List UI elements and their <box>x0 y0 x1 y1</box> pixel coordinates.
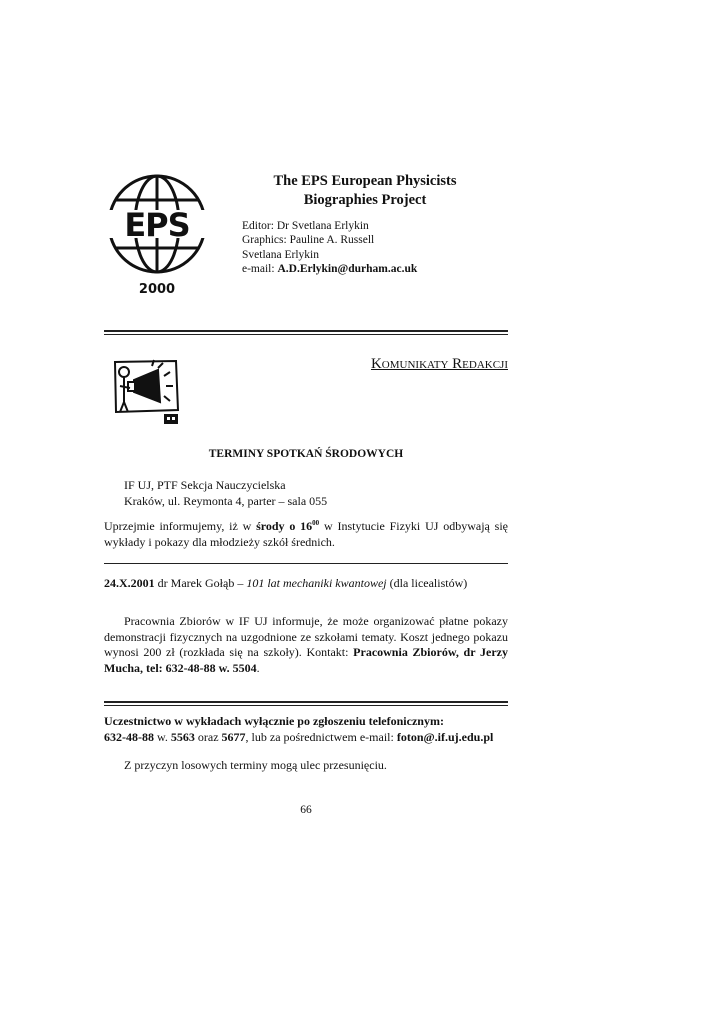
project-title-line1: The EPS European Physicists <box>273 173 457 189</box>
participation-block <box>104 714 508 745</box>
lecture-audience: (dla licealistów) <box>386 576 468 590</box>
divider-top <box>104 330 508 332</box>
divider-bottom <box>104 701 508 703</box>
email-line <box>242 262 417 276</box>
meeting-time: środy o $16^{00}$ <box>256 519 320 533</box>
collection-contact: Pracownia Zbiorów, dr Jerzy Mucha, tel: 632-48-88 w. 5504 <box>104 645 508 675</box>
participation-note: Uczestnictwo w wykładach wyłącznie po zgłoszeniu telefonicznym: <box>104 714 444 728</box>
editor-block <box>242 219 417 277</box>
project-title <box>215 172 515 210</box>
collection-paragraph: Pracownia Zbiorów w IF UJ informuje, że może organizować płatne pokazy demonstracji fizycznych na uzgodnione ze szkołami tematy. Koszt jednego pokazu wynosi 200 zł (rozkłada się na szkoły). Kontakt: Pracownia Zbiorów, dr Jerzy Mucha, tel: 632-48-88 w. 5504. <box>104 614 508 675</box>
lecture-title: 101 lat mechaniki kwantowej <box>246 576 387 590</box>
lecture-date: 24.X.2001 <box>104 576 155 590</box>
page-number: 66 <box>300 804 312 816</box>
eps-logo <box>103 172 211 298</box>
foton-email-link[interactable]: foton@.if.uj.edu.pl <box>396 729 494 744</box>
editor-email-link[interactable]: A.D.Erlykin@durham.ac.uk <box>277 263 418 276</box>
project-title-line2: Biographies Project <box>303 192 427 208</box>
lecture-entry <box>104 576 508 592</box>
meetings-intro: Uprzejmie informujemy, iż w środy o $16^{00}$ w Instytucie Fizyki UJ odbywają się wykłady i pokazy dla młodzieży szkół średnich. <box>104 519 509 549</box>
editor-line: Editor: Dr Svetlana Erlykin <box>242 220 369 232</box>
megaphone-icon <box>112 358 184 426</box>
section-title: Komunikaty Redakcji <box>370 356 508 372</box>
eps-logo-text: EPS <box>124 206 190 244</box>
graphics-line-2: Svetlana Erlykin <box>242 248 319 261</box>
address-block <box>104 478 508 509</box>
address-line-2: Kraków, ul. Reymonta 4, parter – sala 055 <box>124 493 328 508</box>
meetings-heading: TERMINY SPOTKAŃ ŚRODOWYCH <box>208 448 404 460</box>
participation-contact: 632-48-88 w. 5563 oraz 5677, lub za pośrednictwem e-mail: foton@.if.uj.edu.pl <box>104 729 494 744</box>
address-line-1: IF UJ, PTF Sekcja Nauczycielska <box>124 478 286 492</box>
divider-thin <box>104 563 508 564</box>
lecture-speaker: dr Marek Gołąb – <box>154 576 247 590</box>
graphics-line: Graphics: Pauline A. Russell <box>242 234 375 247</box>
email-label: e-mail: <box>242 263 278 276</box>
schedule-notice: Z przyczyn losowych terminy mogą ulec przesunięciu. <box>124 758 387 772</box>
eps-logo-year: 2000 <box>138 282 176 297</box>
